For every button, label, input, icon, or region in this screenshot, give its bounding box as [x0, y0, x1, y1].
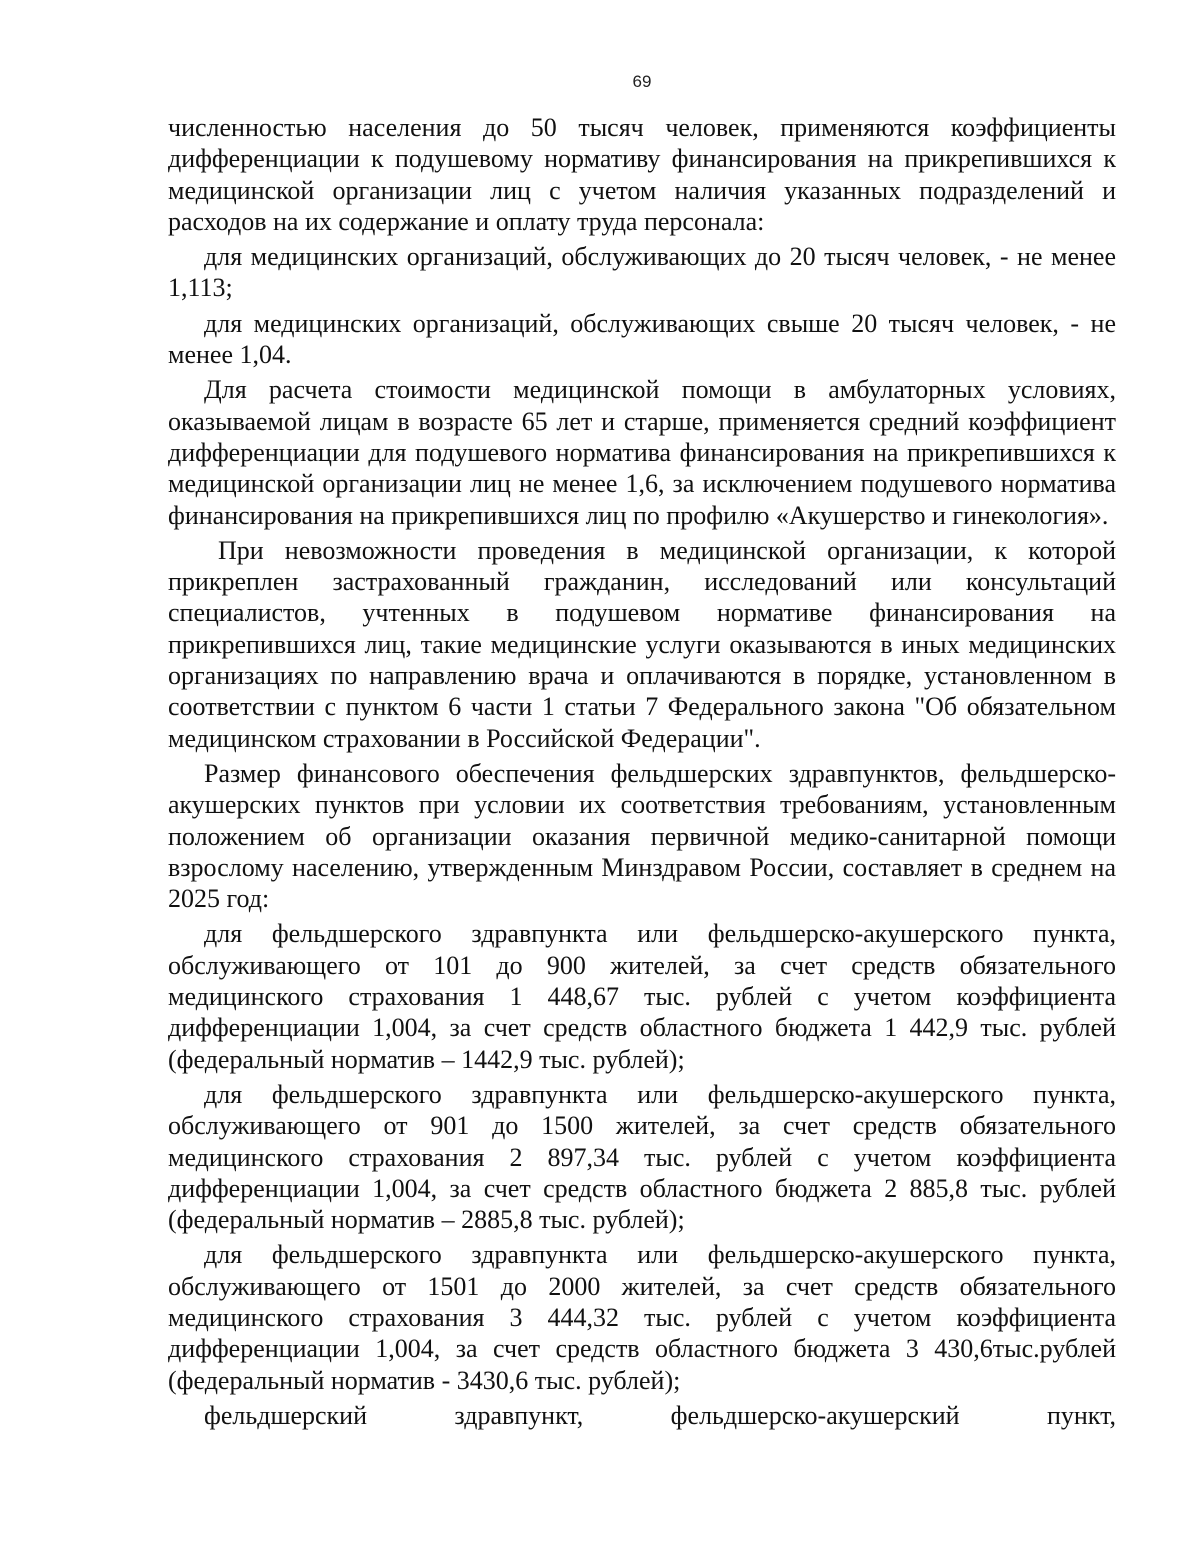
paragraph-fap-901-1500: для фельдшерского здравпункта или фельдшерско-акушерского пункта, обслуживающего от 901 до 1500 жителей, за счет средств обязательного медицинского страхования 2 897,34 тыс. рублей с учетом коэффициента дифференциации 1,004, за счет средств областного бюджета 2 885,8 тыс. рублей (федеральный норматив – 2885,8 тыс. рублей);: [168, 1079, 1116, 1235]
paragraph-fap-1501-2000: для фельдшерского здравпункта или фельдшерско-акушерского пункта, обслуживающего от 1501 до 2000 жителей, за счет средств обязательного медицинского страхования 3 444,32 тыс. рублей с учетом коэффициента дифференциации 1,004, за счет средств областного бюджета 3 430,6тыс.рублей (федеральный норматив - 3430,6 тыс. рублей);: [168, 1240, 1116, 1395]
paragraph-up-to-20k: для медицинских организаций, обслуживающих до 20 тысяч человек, - не менее 1,113;: [168, 242, 1116, 303]
paragraph-over-20k: для медицинских организаций, обслуживающих свыше 20 тысяч человек, - не менее 1,04.: [168, 308, 1116, 370]
paragraph-65-and-older: Для расчета стоимости медицинской помощи в амбулаторных условиях, оказываемой лицам в возрасте 65 лет и старше, применяется средний коэффициент дифференциации для подушевого норматива финансирования на прикрепившихся к медицинской организации лиц не менее 1,6, за исключением подушевого норматива финансирования на прикрепившихся лиц по профилю «Акушерство и гинекология».: [168, 375, 1116, 530]
document-body: [168, 112, 1116, 1435]
paragraph-financing-size: Размер финансового обеспечения фельдшерских здравпунктов, фельдшерско-акушерских пунктов при условии их соответствия требованиям, установленным положением об организации оказания первичной медико-санитарной помощи взрослому населению, утвержденным Минздравом России, составляет в среднем на 2025 год:: [168, 758, 1116, 914]
paragraph-fap-101-900: для фельдшерского здравпункта или фельдшерско-акушерского пункта, обслуживающего от 101 до 900 жителей, за счет средств обязательного медицинского страхования 1 448,67 тыс. рублей с учетом коэффициента дифференциации 1,004, за счет средств областного бюджета 1 442,9 тыс. рублей (федеральный норматив – 1442,9 тыс. рублей);: [168, 919, 1116, 1074]
paragraph-fap-continued: фельдшерский здравпункт, фельдшерско-акушерский пункт,: [204, 1400, 1116, 1430]
paragraph-coefficients-intro: численностью населения до 50 тысяч человек, применяются коэффициенты дифференциации к подушевому нормативу финансирования на прикрепившихся к медицинской организации лиц с учетом наличия указанных подразделений и расходов на их содержание и оплату труда персонала:: [168, 113, 1116, 236]
paragraph-referral-services: При невозможности проведения в медицинской организации, к которой прикреплен застрахованный гражданин, исследований или консультаций специалистов, учтенных в подушевом нормативе финансирования на прикрепившихся лиц, такие медицинские услуги оказываются в иных медицинских организациях по направлению врача и оплачиваются в порядке, установленном в соответствии с пунктом 6 части 1 статьи 7 Федерального закона "Об обязательном медицинском страховании в Российской Федерации".: [168, 535, 1116, 753]
page-number: 69: [632, 72, 652, 91]
